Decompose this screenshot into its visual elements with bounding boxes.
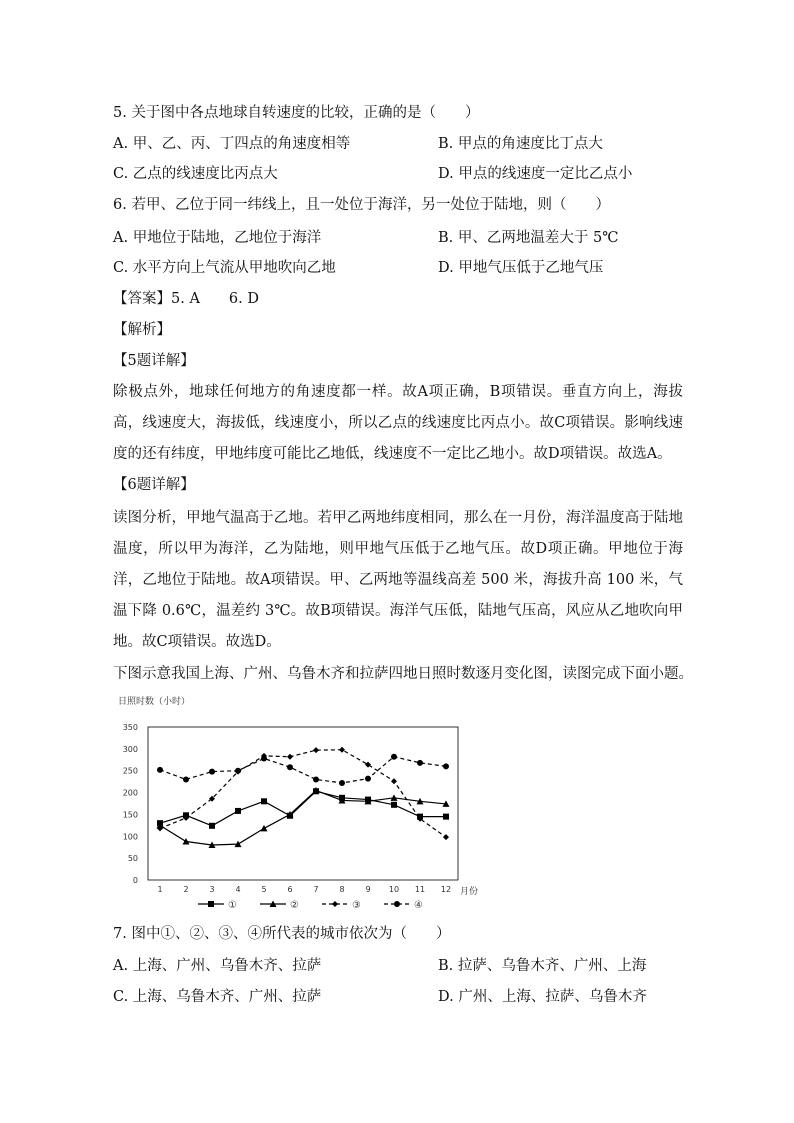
question-6-option-a: A. 甲地位于陆地，乙地位于海洋 (113, 230, 322, 246)
question-7-option-c: C. 上海、乌鲁木齐、广州、拉萨 (113, 989, 322, 1005)
data-point (394, 901, 400, 907)
data-point (287, 764, 293, 770)
series-4 (157, 754, 449, 786)
series-2 (157, 787, 450, 848)
y-tick-label: 150 (122, 810, 138, 820)
data-point (287, 754, 293, 760)
data-point (235, 808, 241, 814)
question-6-option-c: C. 水平方向上气流从甲地吹向乙地 (113, 260, 336, 276)
question-5-option-b: B. 甲点的角速度比丁点大 (438, 136, 603, 152)
chart-intro: 下图示意我国上海、广州、乌鲁木齐和拉萨四地日照时数逐月变化图，读图完成下面小题。 (113, 666, 693, 682)
y-axis-label: 日照时数（小时） (118, 697, 191, 707)
question-6-option-b: B. 甲、乙两地温差大于 5℃ (438, 230, 619, 246)
data-point (313, 747, 319, 753)
data-point (261, 798, 267, 804)
x-tick-label: 1 (157, 885, 163, 894)
x-tick-label: 7 (313, 885, 319, 894)
data-point (183, 776, 189, 782)
question-6-option-d: D. 甲地气压低于乙地气压 (438, 260, 604, 276)
data-point (208, 901, 214, 907)
x-axis-label: 月份 (460, 887, 479, 897)
x-tick-label: 6 (287, 885, 293, 894)
detail-5-label: 【5题详解】 (113, 353, 195, 369)
legend-label: ④ (414, 900, 423, 911)
x-tick-label: 9 (365, 885, 371, 894)
data-point (391, 802, 397, 808)
x-tick-label: 5 (261, 885, 267, 894)
series-line (160, 791, 446, 826)
x-tick-label: 2 (183, 885, 189, 894)
legend-item-3 (322, 900, 361, 911)
data-point (332, 901, 338, 907)
y-tick-label: 0 (132, 876, 138, 885)
data-point (313, 776, 319, 782)
data-point (365, 762, 371, 768)
data-point (391, 778, 397, 784)
y-tick-label: 250 (122, 766, 138, 776)
data-point (261, 755, 267, 761)
series-line (160, 750, 446, 837)
data-point (261, 825, 268, 832)
question-7-option-d: D. 广州、上海、拉萨、乌鲁木齐 (438, 989, 647, 1005)
question-5-stem: 5. 关于图中各点地球自转速度的比较，正确的是（ ） (113, 105, 480, 121)
question-5-option-a: A. 甲、乙、丙、丁四点的角速度相等 (113, 136, 351, 152)
x-tick-label: 8 (339, 885, 345, 894)
data-point (417, 760, 423, 766)
legend-label: ① (228, 900, 237, 911)
y-tick-label: 100 (122, 832, 138, 842)
series-3 (157, 747, 449, 840)
x-tick-label: 11 (414, 885, 426, 894)
detail-6-text: 读图分析，甲地气温高于乙地。若甲乙两地纬度相同，那么在一月份，海洋温度高于陆地温度，所以甲为海洋，乙为陆地，则甲地气压低于乙地气压。故D项正确。甲地位于海洋，乙地位于陆地。故A项错误。甲、乙两地等温线高差 500 米，海拔升高 100 米，气温下降 0.6℃，温差约 3℃。故B项错误。海洋气压低，陆地气压高，风应从乙地吹向甲地。故C项错误。故选D。 (113, 510, 683, 650)
analysis-label: 【解析】 (113, 322, 171, 338)
detail-5-text: 除极点外，地球任何地方的角速度都一样。故A项正确，B项错误。垂直方向上，海拔高，线速度大，海拔低，线速度小，所以乙点的线速度比丙点小。故C项错误。影响线速度的还有纬度，甲地纬度可能比乙地低，线速度不一定比乙地小。故D项错误。故选A。 (113, 384, 683, 462)
legend-item-4 (384, 900, 423, 911)
data-point (365, 776, 371, 782)
x-tick-label: 4 (235, 885, 241, 894)
data-point (443, 763, 449, 769)
answer-line: 【答案】5. A 6. D (113, 291, 259, 307)
sunshine-hours-chart (110, 692, 490, 914)
question-6-stem: 6. 若甲、乙位于同一纬线上，且一处位于海洋，另一处位于陆地，则（ ） (113, 197, 610, 213)
question-5-option-c: C. 乙点的线速度比丙点大 (113, 166, 278, 182)
y-tick-label: 200 (122, 788, 138, 798)
data-point (443, 834, 449, 840)
legend-item-1 (198, 900, 237, 911)
question-7-option-b: B. 拉萨、乌鲁木齐、广州、上海 (438, 958, 647, 974)
x-tick-label: 12 (440, 885, 452, 894)
data-point (235, 768, 241, 774)
y-tick-label: 50 (127, 854, 138, 864)
data-point (209, 769, 215, 775)
question-5-option-d: D. 甲点的线速度一定比乙点小 (438, 166, 633, 182)
data-point (209, 823, 215, 829)
x-tick-label: 3 (209, 885, 215, 894)
legend-item-2 (260, 900, 299, 911)
series-line (160, 790, 446, 845)
data-point (339, 747, 345, 753)
data-point (443, 814, 449, 820)
data-point (339, 780, 345, 786)
data-point (391, 754, 397, 760)
question-7-option-a: A. 上海、广州、乌鲁木齐、拉萨 (113, 958, 322, 974)
x-tick-label: 10 (388, 885, 400, 894)
series-1 (157, 788, 449, 829)
y-tick-label: 300 (122, 744, 138, 754)
legend-label: ② (290, 900, 299, 911)
data-point (157, 767, 163, 773)
detail-6-label: 【6题详解】 (113, 477, 195, 493)
series-line (160, 757, 446, 783)
legend-label: ③ (352, 900, 361, 911)
question-7-stem: 7. 图中①、②、③、④所代表的城市依次为（ ） (113, 926, 451, 942)
y-tick-label: 350 (122, 723, 138, 732)
